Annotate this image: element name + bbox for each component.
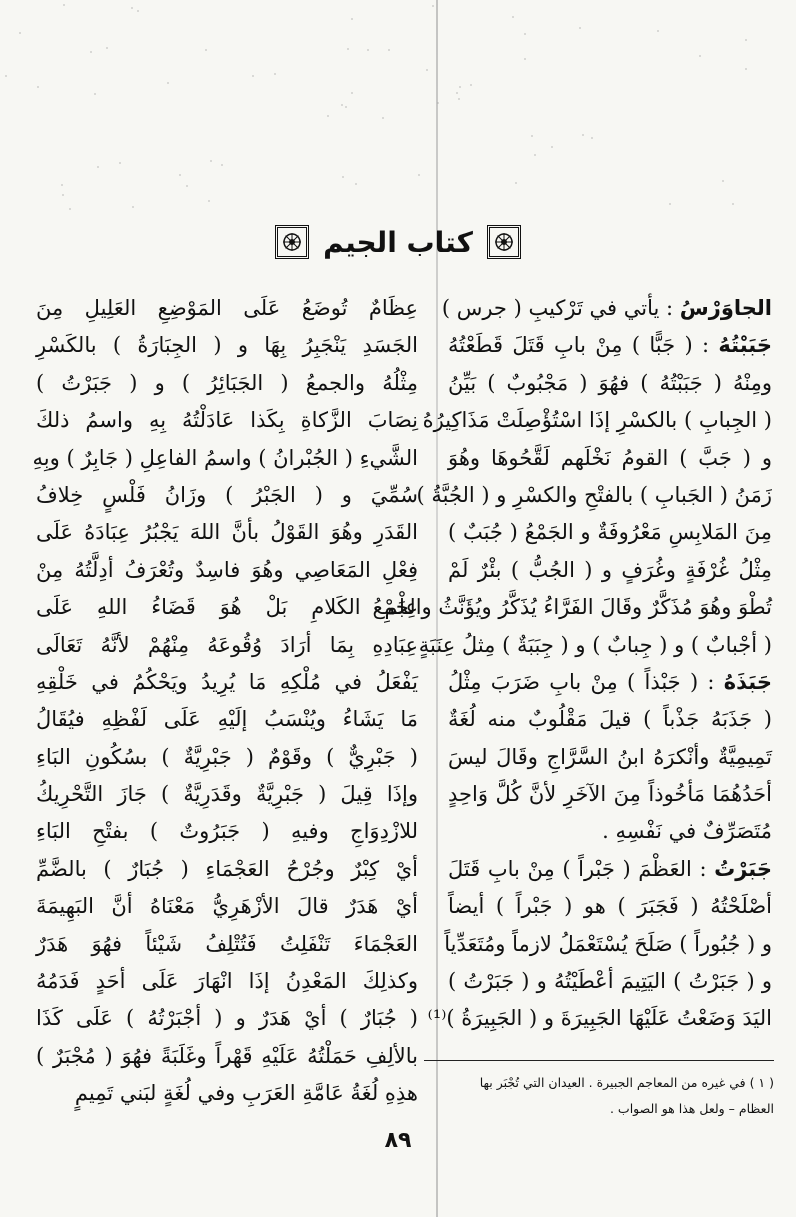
text-line: زَمَنُ ( الجَبابِ ) بالفتْحِ والكسْرِ و ( الجُبَّةُ ): [416, 482, 772, 507]
entry-headword: جَبَبْتُهُ: [718, 333, 772, 358]
paper-speck: [657, 30, 659, 32]
paper-speck: [131, 7, 133, 9]
paper-speck: [63, 4, 65, 6]
paper-speck: [327, 115, 329, 117]
paper-speck: [722, 180, 724, 182]
text-line: عِظَامٌ تُوضَعُ عَلَى المَوْضِعِ العَلِيلِ مِنَ: [36, 296, 418, 320]
ornament-icon-right: [487, 225, 521, 259]
paper-speck: [426, 69, 428, 71]
paper-speck: [97, 166, 99, 168]
text-line: اليَدَ وَضَعْتُ عَلَيْهَا الجَبِيرَةَ و ( الجَبِيرَةُ )⁽¹⁾: [427, 1006, 772, 1031]
paper-speck: [119, 162, 121, 164]
text-line: و ( جُبُوراً ) صَلَحَ يُسْتَعْمَلُ لازماً ومُتَعَدِّياً: [444, 931, 772, 956]
text-line: جَبَذَهُ : ( جَبْذاً ) مِنْ بابِ ضَرَبَ مِثْلُ: [448, 669, 772, 694]
paper-speck: [179, 174, 181, 176]
paper-speck: [579, 27, 581, 29]
text-line: عِبَادِهِ بِمَا أرَادَ وُقُوعَهُ مِنْهُمْ لأنَّهُ تَعَالَى: [36, 632, 418, 657]
text-line: بالألِفِ حَمَلْتُهُ عَلَيْهِ قَهْراً وغَلَبَةً فهُوَ ( مُجْبَرٌ ): [36, 1043, 418, 1068]
text-line: سُمِّيَ و ( الجَبْرُ ) وزَانُ فَلْسٍ خِلافُ: [36, 482, 418, 507]
paper-speck: [132, 206, 134, 208]
paper-speck: [534, 154, 536, 156]
rosette-icon: [493, 231, 515, 253]
paper-speck: [745, 39, 747, 41]
text-line: جَبَبْتُهُ : ( جَبًّا ) مِنْ بابِ قَتَلَ قَطَعْتُهُ: [448, 333, 772, 358]
rosette-icon: [281, 231, 303, 253]
paper-speck: [345, 106, 347, 108]
footnote-line: ( ١ ) في غيره من المعاجم الجبيرة . العيدان التي تُجْبَر بها: [479, 1075, 774, 1090]
text-line: للازْدِوَاجِ وفيهِ ( جَبَرُوتٌ ) بفتْحِ البَاءِ: [36, 819, 418, 844]
text-line: ومِنْهُ ( جَبَبْتُهُ ) فهُوَ ( مَجْبُوبٌ ) بَيِّنُ: [448, 370, 772, 395]
text-line: نِصَابَ الزَّكاةِ بِكَذا عَادَلْتُهُ بِهِ واسمُ ذلكَ: [36, 408, 418, 433]
text-line: هذِهِ لُغَةُ عَامَّةِ العَرَبِ وفي لُغَةٍ لبَني تَمِيمٍ: [74, 1081, 418, 1106]
paper-speck: [208, 200, 210, 202]
paper-speck: [418, 174, 420, 176]
text-line: و ( جَبَّ ) القومُ نَخْلَهم لَقَّحُوهَا وهُوَ: [448, 445, 772, 470]
paper-speck: [432, 5, 434, 7]
paper-speck: [347, 48, 349, 50]
paper-speck: [274, 73, 276, 75]
paper-speck: [221, 164, 223, 166]
paper-speck: [342, 176, 344, 178]
paper-speck: [470, 84, 472, 86]
paper-speck: [94, 93, 96, 95]
paper-speck: [382, 117, 384, 119]
paper-speck: [205, 49, 207, 51]
right-text-column: [372, 290, 772, 1038]
paper-speck: [90, 51, 92, 53]
text-line: الجاوَرْسُ : يأتي في تَرْكيبِ ( جرس ): [441, 296, 772, 320]
text-line: مِثْلُ غُرْفَةٍ وغُرَفٍ و ( الجُبُّ ) بئْرٌ لَمْ: [448, 557, 772, 582]
text-line: الجَسَدِ يَنْجَبِرُ بِهَا و ( الجِبَارَةُ ) بالكَسْرِ: [36, 333, 418, 358]
paper-speck: [551, 146, 553, 148]
paper-speck: [19, 32, 21, 34]
paper-speck: [745, 68, 747, 70]
footnote-line: العظام – ولعل هذا هو الصواب .: [609, 1101, 774, 1116]
text-line: وإذَا قِيلَ ( جَبْرِيَّةٌ وقَدَرِيَّةٌ ) جَازَ التَّحْرِيكُ: [36, 782, 418, 807]
paper-speck: [355, 183, 357, 185]
paper-speck: [669, 203, 671, 205]
chapter-header: [0, 218, 796, 266]
paper-speck: [531, 135, 533, 137]
text-line: فِعْلِ المَعَاصِي وهُوَ فاسِدٌ وتُعْرَفُ أدِلَّتُهُ مِنْ: [36, 557, 418, 582]
text-line: أيْ هَدَرٌ قالَ الأزْهَرِيُّ مَعْنَاهُ أنَّ البَهِيمَةَ: [36, 894, 418, 919]
paper-speck: [5, 75, 7, 77]
paper-speck: [341, 104, 343, 106]
paper-speck: [351, 92, 353, 94]
paper-speck: [524, 58, 526, 60]
paper-speck: [167, 82, 169, 84]
paper-speck: [524, 33, 526, 35]
text-line: الشَّيءِ ( الجُبْرانُ ) واسمُ الفاعِلِ ( جَابِرٌ ) وبِهِ: [32, 445, 418, 470]
paper-speck: [252, 75, 254, 77]
paper-speck: [582, 134, 584, 136]
text-line: ( جَبْرِيٌّ ) وقَوْمٌ ( جَبْرِيَّةٌ ) بسُكُونِ البَاءِ: [36, 744, 418, 769]
text-line: تَمِيمِيَّةٌ وأنْكرَهُ ابنُ السَّرَّاجِ وقَالَ ليسَ: [448, 744, 772, 769]
paper-speck: [388, 49, 390, 51]
text-line: يَفْعَلُ في مُلْكِهِ مَا يُرِيدُ ويَحْكُمُ في خَلْقِهِ: [36, 669, 418, 694]
paper-speck: [186, 185, 188, 187]
paper-speck: [106, 47, 108, 49]
paper-speck: [210, 160, 212, 162]
text-line: مُتَصَرِّفٌ في نَفْسِهِ .: [602, 819, 772, 844]
text-line: وكذلِكَ المَعْدِنُ إذَا انْهَارَ عَلَى أحَدٍ فَدَمُهُ: [36, 969, 418, 994]
entry-headword: جَبَرْتُ: [714, 856, 772, 881]
text-line: أحَدُهُمَا مَأخُوذاً مِنَ الآخَرِ لأنَّ كُلَّ وَاحِدٍ: [448, 782, 772, 807]
paper-speck: [69, 208, 71, 210]
page-number: ٨٩: [384, 1128, 412, 1153]
text-line: ( جَذَبَهُ جَذْباً ) قيلَ مَقْلُوبٌ منه لُغَةٌ: [448, 707, 772, 732]
paper-speck: [699, 55, 701, 57]
paper-speck: [351, 18, 353, 20]
footnote-divider: [424, 1060, 774, 1061]
text-line: أصْلَحْتُهُ ( فَجَبَرَ ) هو ( جَبْراً ) أيضاً: [448, 894, 772, 919]
paper-speck: [591, 137, 593, 139]
chapter-title: كتاب الجيم: [323, 225, 473, 259]
left-text-column: [32, 290, 418, 1113]
text-line: جَبَرْتُ : العَظْمَ ( جَبْراً ) مِنْ بابِ قَتَلَ: [448, 856, 772, 881]
ornament-icon-left: [275, 225, 309, 259]
paper-speck: [515, 182, 517, 184]
text-line: ( جُبَارٌ ) أيْ هَدَرٌ و ( أجْبَرْتُهُ ) عَلَى كَذَا: [36, 1006, 418, 1031]
text-line: ( الجِبابِ ) بالكسْرِ إذَا اسْتُؤْصِلَتْ مَذَاكِيرُهُ: [422, 408, 772, 433]
entry-headword: جَبَذَهُ: [723, 669, 772, 694]
paper-speck: [137, 10, 139, 12]
paper-speck: [458, 98, 460, 100]
text-line: أيْ كِبْرٌ وجُرْحُ العَجْمَاءِ ( جُبَارٌ ) بالضَّمِّ: [36, 856, 418, 881]
paper-speck: [512, 16, 514, 18]
text-line: تُطْوَ وهُوَ مُذَكَّرٌ وقَالَ الفَرَّاءُ يُذَكَّرُ ويُؤَنَّثُ والجَمْعُ: [372, 595, 772, 620]
paper-speck: [62, 194, 64, 196]
footnote: [424, 1070, 774, 1122]
paper-speck: [61, 184, 63, 186]
text-line: مَا يَشَاءُ ويُنْسَبُ إلَيْهِ عَلَى لَفْظِهِ فيُقَالُ: [36, 707, 418, 732]
text-line: مِثْلُهُ والجمعُ ( الجَبَائِرُ ) و ( جَبَرْتُ ): [36, 370, 418, 395]
text-line: مِنَ المَلابِسِ مَعْرُوفَةٌ و الجَمْعُ ( جُبَبٌ ): [448, 520, 772, 545]
paper-speck: [37, 86, 39, 88]
paper-speck: [732, 203, 734, 205]
entry-headword: الجاوَرْسُ: [679, 296, 772, 320]
text-line: عِلْمِ الكَلامِ بَلْ هُوَ قَضَاءُ اللهِ عَلَى: [36, 595, 418, 620]
text-line: و ( جَبَرْتُ ) اليَتِيمَ أعْطَيْتُهُ و ( جَبَرْتُ ): [448, 969, 772, 994]
paper-speck: [367, 49, 369, 51]
text-line: ( أجْبابٌ ) و ( جِبابٌ ) و ( جِبَبَةٌ ) مِثلُ عِنَبَةٍ .: [405, 632, 772, 657]
paper-speck: [459, 86, 461, 88]
paper-speck: [456, 92, 458, 94]
text-line: العَجْمَاءَ تَنْفَلِتُ فَتُتْلِفُ شَيْئاً فهُوَ هَدَرٌ: [36, 931, 418, 956]
text-line: القَدَرِ وهُوَ القَوْلُ بأنَّ اللهَ يَجْبُرُ عِبَادَهُ عَلَى: [36, 520, 418, 545]
